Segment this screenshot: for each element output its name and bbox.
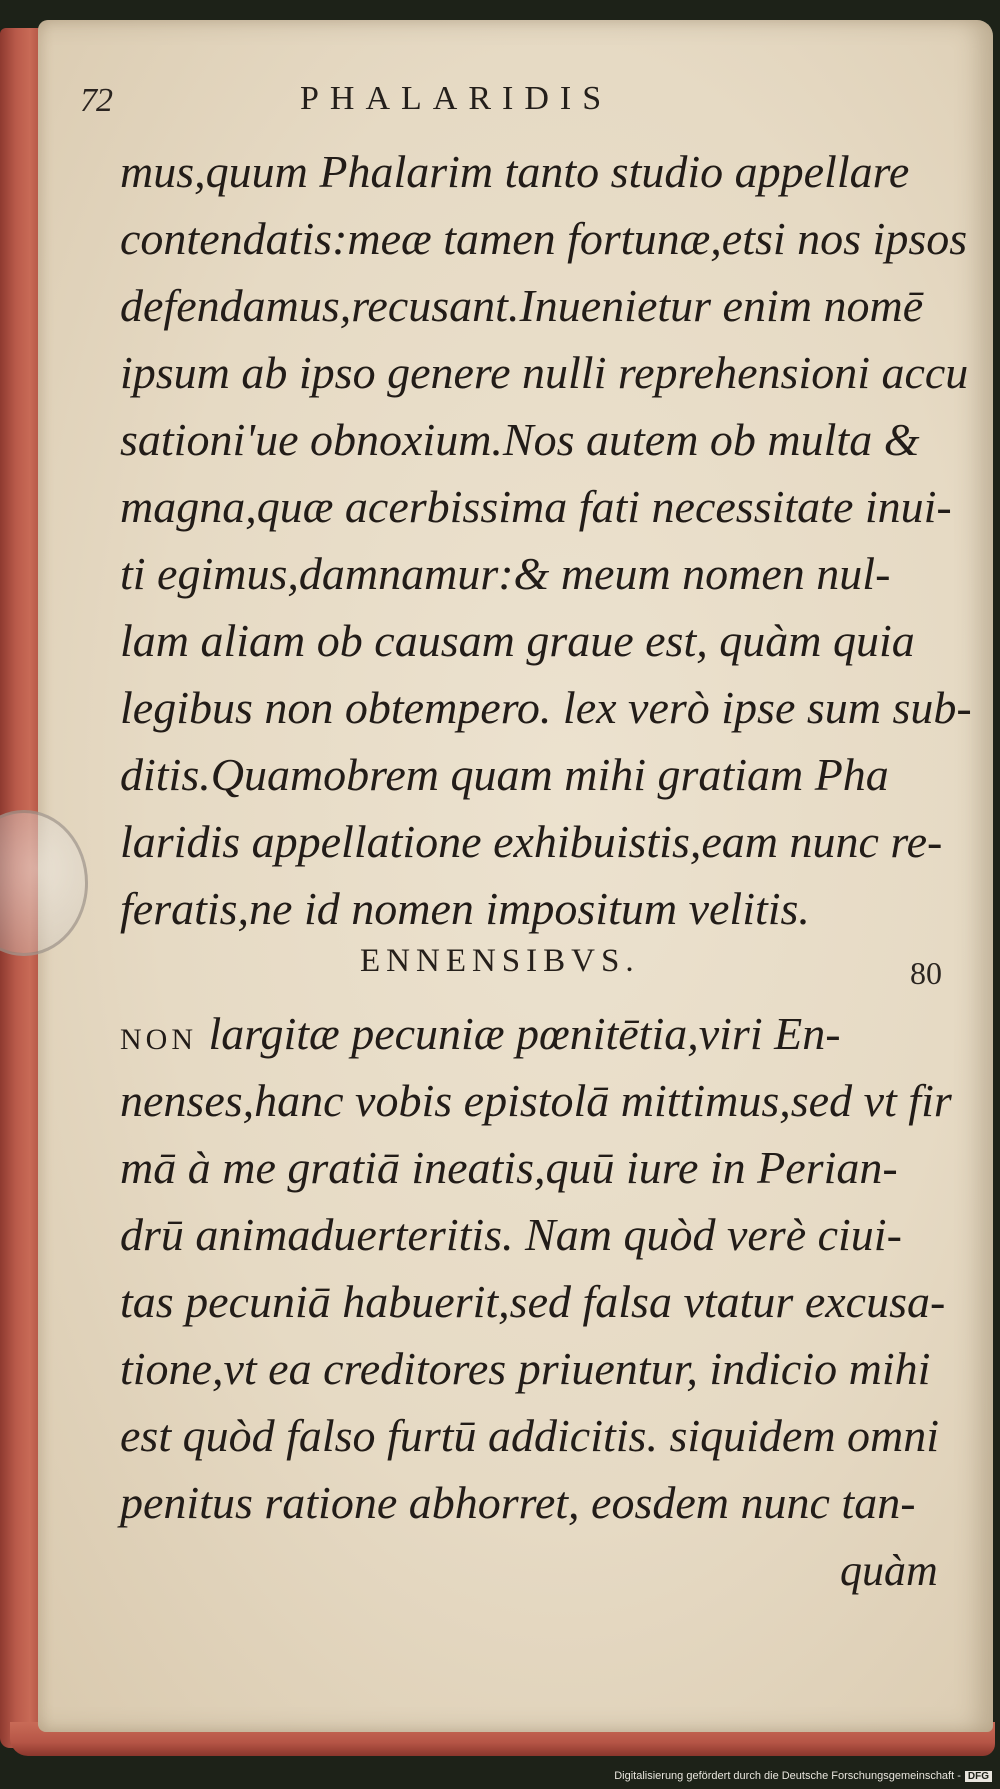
credit-text: Digitalisierung gefördert durch die Deutsche Forschungsgemeinschaft - bbox=[614, 1770, 961, 1782]
initial-word: NON bbox=[120, 1023, 197, 1056]
catchword: quàm bbox=[840, 1546, 938, 1595]
text-line: sationi'ue obnoxium.Nos autem ob multa & bbox=[120, 414, 920, 465]
running-head: PHALARIDIS bbox=[300, 80, 613, 117]
text-line: nenses,hanc vobis epistolā mittimus,sed vt fir bbox=[120, 1075, 952, 1126]
text-line: laridis appellatione exhibuistis,eam nunc re- bbox=[120, 816, 943, 867]
text-block-2 bbox=[120, 1000, 960, 1536]
text-line: mā à me gratiā ineatis,quū iure in Perian- bbox=[120, 1142, 898, 1193]
dfg-logo: DFG bbox=[965, 1771, 992, 1782]
text-line: penitus ratione abhorret, eosdem nunc tan- bbox=[120, 1477, 916, 1528]
text-line: tas pecuniā habuerit,sed falsa vtatur excusa- bbox=[120, 1276, 946, 1327]
text-line: magna,quæ acerbissima fati necessitate inui- bbox=[120, 481, 952, 532]
page-number: 72 bbox=[80, 82, 112, 119]
text-line: lam aliam ob causam graue est, quàm quia bbox=[120, 615, 915, 666]
text-line: tione,vt ea creditores priuentur, indicio mihi bbox=[120, 1343, 931, 1394]
text-line: legibus non obtempero. lex verò ipse sum sub- bbox=[120, 682, 972, 733]
first-line-rest: largitæ pecuniæ pœnitētia,viri En- bbox=[208, 1008, 841, 1059]
section-heading: ENNENSIBVS. bbox=[360, 943, 640, 979]
text-line-first bbox=[120, 1000, 960, 1067]
text-line: contendatis:meæ tamen fortunæ,etsi nos ipsos bbox=[120, 213, 968, 264]
digitization-credit bbox=[614, 1770, 992, 1782]
text-line: ditis.Quamobrem quam mihi gratiam Pha bbox=[120, 749, 889, 800]
text-line: drū animaduerteritis. Nam quòd verè ciui- bbox=[120, 1209, 902, 1260]
text-line: est quòd falso furtū addicitis. siquidem omni bbox=[120, 1410, 940, 1461]
text-line: ipsum ab ipso genere nulli reprehensioni accu bbox=[120, 347, 969, 398]
margin-number: 80 bbox=[910, 955, 942, 991]
text-line: mus,quum Phalarim tanto studio appellare bbox=[120, 146, 910, 197]
text-block-1 bbox=[120, 138, 972, 942]
text-line: defendamus,recusant.Inuenietur enim nomē bbox=[120, 280, 924, 331]
text-line: feratis,ne id nomen impositum velitis. bbox=[120, 883, 810, 934]
text-line: ti egimus,damnamur:& meum nomen nul- bbox=[120, 548, 891, 599]
